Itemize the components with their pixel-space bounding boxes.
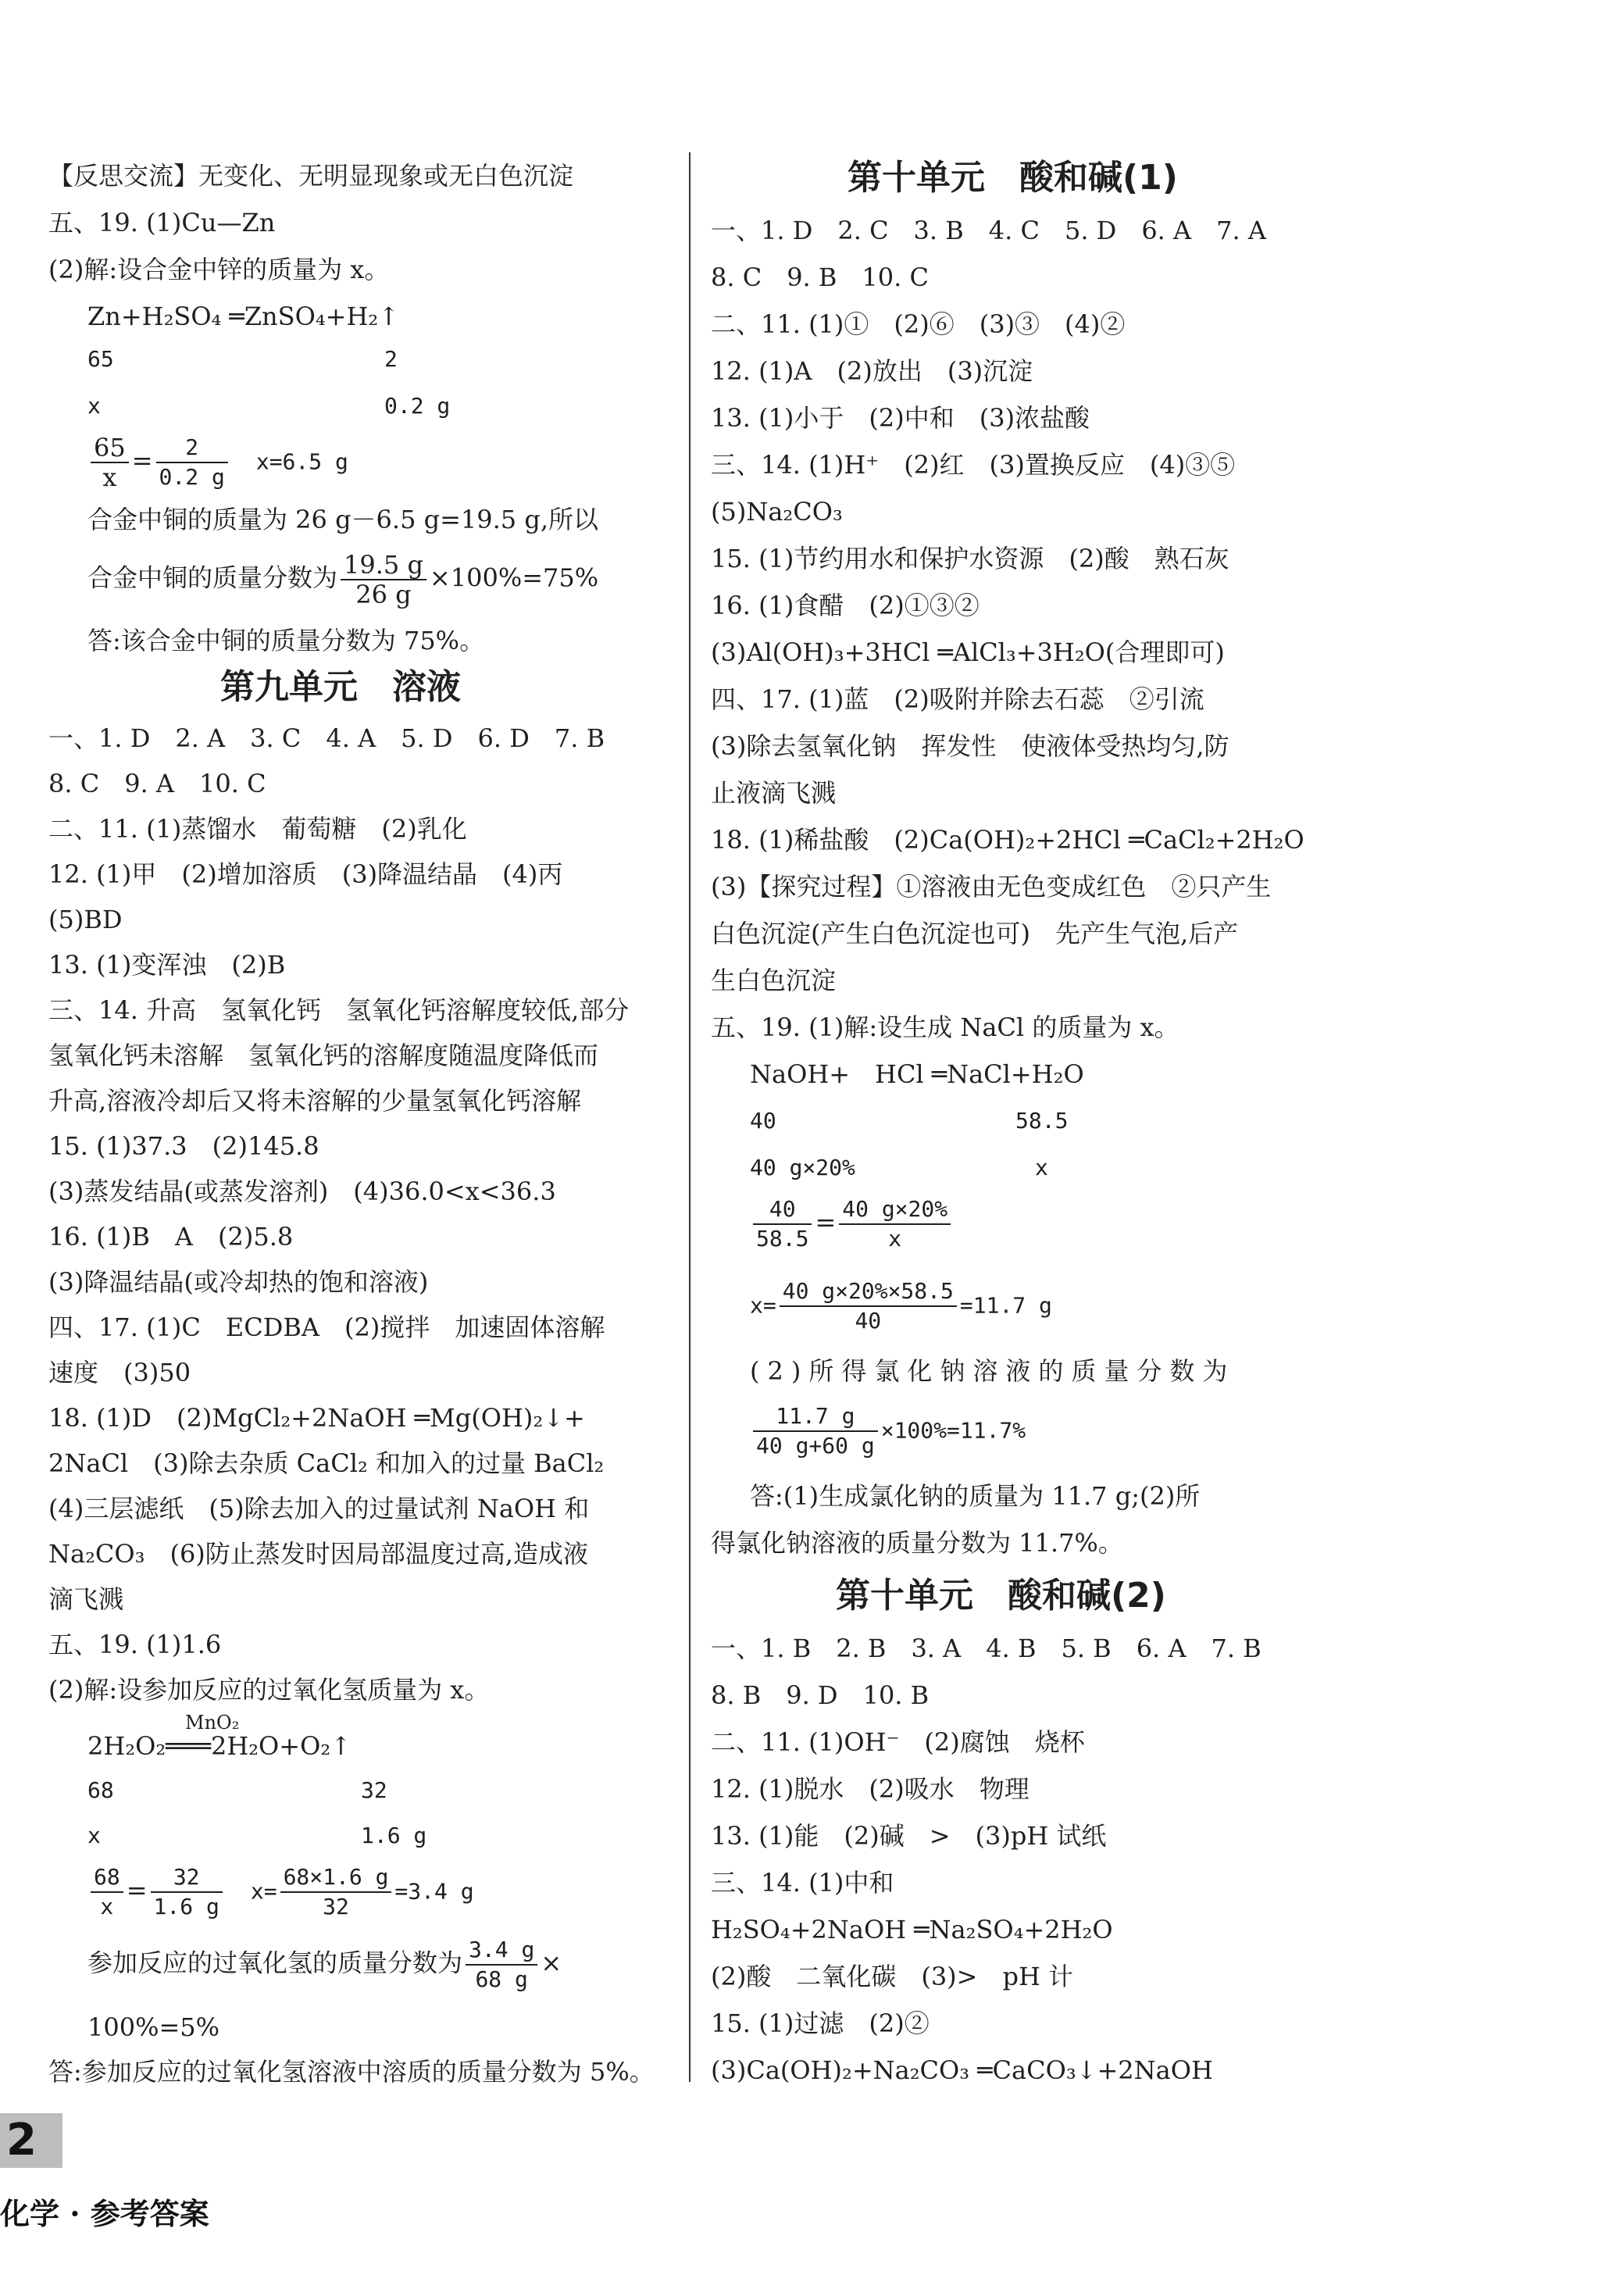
answer-line: 8. B 9. D 10. B — [711, 1680, 930, 1710]
answer-line: (2)解:设参加反应的过氧化氢质量为 x。 — [48, 1675, 490, 1705]
proportion-line: $\frac{68}{x}$ = $\frac{32}{1.6 g}$ x= $\frac{68\times 1.6 g}{32}$ =3.4 g — [48, 1863, 474, 1921]
answer-line: 三、14. (1)H⁺ (2)红 (3)置换反应 (4)③⑤ — [711, 450, 1236, 480]
answer-line: 12. (1)脱水 (2)吸水 物理 — [711, 1774, 1030, 1804]
fraction-line: $\frac{11.7 g}{40 g+60 g}$ ×100%=11.7% — [711, 1402, 1026, 1460]
fraction: $\frac{11.7 g}{40 g+60 g}$ — [753, 1402, 878, 1460]
fraction: $\frac{40}{58.5}$ — [753, 1195, 812, 1253]
answer-line: 一、1. D 2. A 3. C 4. A 5. D 6. D 7. B — [48, 723, 605, 753]
answer-line: 氢氧化钙未溶解 氢氧化钙的溶解度随温度降低而 — [48, 1041, 599, 1070]
fraction: $\frac{32}{1.6 g}$ — [151, 1863, 223, 1921]
answer-line: 四、17. (1)蓝 (2)吸附并除去石蕊 ②引流 — [711, 684, 1204, 714]
mass-ratio-b: 32 — [361, 1777, 387, 1803]
fraction: $\frac{40 g\times 20\%\times 58.5}{40}$ — [780, 1277, 957, 1335]
answer-line: 二、11. (1)OH⁻ (2)腐蚀 烧杯 — [711, 1727, 1085, 1757]
fraction-line: 参加反应的过氧化氢的质量分数为 $\frac{3.4 g}{68 g}$ × — [87, 1937, 562, 1992]
equation-line: 2H₂O₂═══2H₂O+O₂↑ — [87, 1731, 352, 1761]
answer-line: 15. (1)过滤 (2)② — [711, 2009, 930, 2038]
equation-line: NaOH+ HCl ═NaCl+H₂O — [750, 1059, 1084, 1089]
answer-line: 速度 (3)50 — [48, 1358, 191, 1387]
mass-ratio-a: 68 — [87, 1777, 114, 1803]
answer-line: 【反思交流】无变化、无明显现象或无白色沉淀 — [48, 161, 574, 191]
answer-line: 12. (1)甲 (2)增加溶质 (3)降温结晶 (4)丙 — [48, 859, 563, 889]
answer-line: 合金中铜的质量为 26 g－6.5 g=19.5 g,所以 — [87, 505, 598, 534]
answer-line: 13. (1)能 (2)碱 > (3)pH 试纸 — [711, 1821, 1107, 1851]
answer-line: 16. (1)食醋 (2)①③② — [711, 591, 980, 620]
fraction-line: 合金中铜的质量分数为 $\frac{19.5 g}{26 g}$ ×100%=75% — [87, 550, 599, 609]
answer-line: (2)解:设合金中锌的质量为 x。 — [48, 255, 390, 284]
answer-line: 13. (1)变浑浊 (2)B — [48, 950, 286, 980]
answer-line: (2)酸 二氧化碳 (3)> pH 计 — [711, 1962, 1074, 1991]
answer-line: 18. (1)稀盐酸 (2)Ca(OH)₂+2HCl ═CaCl₂+2H₂O — [711, 825, 1304, 855]
answer-line: 答:该合金中铜的质量分数为 75%。 — [87, 626, 485, 655]
answer-line: 升高,溶液冷却后又将未溶解的少量氢氧化钙溶解 — [48, 1086, 582, 1116]
proportion-line: x= $\frac{40 g\times 20\%\times 58.5}{40}$ =11.7 g — [750, 1278, 1052, 1334]
answer-line: 二、11. (1)蒸馏水 葡萄糖 (2)乳化 — [48, 814, 467, 844]
unknown-b: 1.6 g — [361, 1823, 427, 1848]
answer-line: 得氯化钠溶液的质量分数为 11.7%。 — [711, 1528, 1123, 1558]
unknown-a: x — [87, 393, 101, 419]
answer-line: (3)Al(OH)₃+3HCl ═AlCl₃+3H₂O(合理即可) — [711, 637, 1225, 667]
answer-line: 二、11. (1)① (2)⑥ (3)③ (4)② — [711, 309, 1126, 339]
proportion-line: $\frac{40}{58.5}$ = $\frac{40 g\times 20\%}{x}$ — [711, 1195, 954, 1253]
answer-line: (3)除去氢氧化钠 挥发性 使液体受热均匀,防 — [711, 731, 1229, 761]
unknown-b: x — [1035, 1155, 1048, 1180]
unknown-a: 40 g×20% — [750, 1155, 855, 1180]
catalyst-label: MnO₂ — [185, 1712, 240, 1734]
answer-line: 8. C 9. B 10. C — [711, 262, 929, 292]
answer-line: 生白色沉淀 — [711, 966, 837, 995]
fraction: $\frac{3.4 g}{68 g}$ — [466, 1936, 537, 1994]
column-divider — [689, 152, 691, 2082]
answer-line: (2)所得氯化钠溶液的质量分数为 — [750, 1356, 1236, 1386]
answer-line: 8. C 9. A 10. C — [48, 769, 266, 798]
answer-line: 答:参加反应的过氧化氢溶液中溶质的质量分数为 5%。 — [48, 2057, 655, 2087]
mass-ratio-a: 65 — [87, 346, 114, 372]
answer-line: 15. (1)节约用水和保护水资源 (2)酸 熟石灰 — [711, 544, 1229, 573]
unit-heading: 第九单元 溶液 — [220, 667, 461, 707]
answer-line: H₂SO₄+2NaOH ═Na₂SO₄+2H₂O — [711, 1915, 1113, 1944]
answer-line: Na₂CO₃ (6)防止蒸发时因局部温度过高,造成液 — [48, 1539, 588, 1569]
answer-line: 五、19. (1)Cu—Zn — [48, 208, 276, 237]
answer-line: (5)BD — [48, 905, 123, 934]
answer-line: 100%=5% — [87, 2012, 220, 2042]
fraction: $\frac{68}{x}$ — [91, 1863, 123, 1921]
fraction: $\frac{2}{0.2 g}$ — [156, 434, 228, 491]
answer-line: 五、19. (1)1.6 — [48, 1630, 222, 1659]
mass-ratio-b: 2 — [384, 346, 398, 372]
proportion-line: $\frac{65}{x}$ = $\frac{2}{0.2 g}$ x=6.5 g — [48, 434, 348, 491]
answer-line: 15. (1)37.3 (2)145.8 — [48, 1131, 319, 1161]
unknown-b: 0.2 g — [384, 393, 451, 419]
answer-line: 滴飞溅 — [48, 1584, 124, 1614]
answer-line: 一、1. D 2. C 3. B 4. C 5. D 6. A 7. A — [711, 216, 1266, 245]
answer-line: (3)降温结晶(或冷却热的饱和溶液) — [48, 1267, 429, 1297]
answer-line: 四、17. (1)C ECDBA (2)搅拌 加速固体溶解 — [48, 1312, 605, 1342]
answer-line: (3)蒸发结晶(或蒸发溶剂) (4)36.0<x<36.3 — [48, 1177, 556, 1206]
answer-line: 三、14. (1)中和 — [711, 1868, 894, 1898]
answer-line: 五、19. (1)解:设生成 NaCl 的质量为 x。 — [711, 1012, 1179, 1042]
answer-line: 18. (1)D (2)MgCl₂+2NaOH ═Mg(OH)₂↓+ — [48, 1403, 585, 1433]
answer-line: 三、14. 升高 氢氧化钙 氢氧化钙溶解度较低,部分 — [48, 995, 630, 1025]
fraction: $\frac{40 g\times 20\%}{x}$ — [839, 1195, 951, 1253]
answer-line: 答:(1)生成氯化钠的质量为 11.7 g;(2)所 — [750, 1481, 1201, 1511]
answer-line: (3)Ca(OH)₂+Na₂CO₃ ═CaCO₃↓+2NaOH — [711, 2055, 1213, 2085]
mass-ratio-b: 58.5 — [1015, 1108, 1069, 1134]
answer-line: (4)三层滤纸 (5)除去加入的过量试剂 NaOH 和 — [48, 1494, 590, 1523]
footer-label: 化学 · 参考答案 — [0, 2196, 209, 2231]
mass-ratio-a: 40 — [750, 1108, 776, 1134]
answer-line: 2NaCl (3)除去杂质 CaCl₂ 和加入的过量 BaCl₂ — [48, 1448, 605, 1478]
unit-heading: 第十单元 酸和碱(2) — [836, 1576, 1166, 1616]
unknown-a: x — [87, 1823, 101, 1848]
fraction: $\frac{68\times 1.6 g}{32}$ — [280, 1863, 392, 1921]
answer-line: 止液滴飞溅 — [711, 778, 837, 808]
answer-line: 一、1. B 2. B 3. A 4. B 5. B 6. A 7. B — [711, 1634, 1261, 1663]
answer-line: 白色沉淀(产生白色沉淀也可) 先产生气泡,后产 — [711, 919, 1239, 948]
fraction: $\frac{19.5 g}{26 g}$ — [341, 551, 426, 609]
answer-line: 12. (1)A (2)放出 (3)沉淀 — [711, 356, 1033, 386]
answer-line: (5)Na₂CO₃ — [711, 497, 843, 527]
answer-line: 16. (1)B A (2)5.8 — [48, 1222, 294, 1252]
page-number: 2 — [6, 2115, 37, 2166]
unit-heading: 第十单元 酸和碱(1) — [848, 158, 1178, 198]
fraction: $\frac{65}{x}$ — [91, 434, 129, 491]
equation-line: Zn+H₂SO₄ ═ZnSO₄+H₂↑ — [87, 302, 399, 331]
answer-line: 13. (1)小于 (2)中和 (3)浓盐酸 — [711, 403, 1090, 433]
answer-line: (3)【探究过程】①溶液由无色变成红色 ②只产生 — [711, 872, 1272, 902]
